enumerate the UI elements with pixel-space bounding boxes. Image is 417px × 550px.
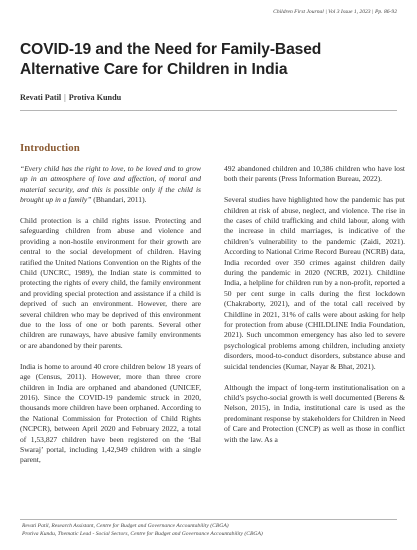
journal-reference: Children First Journal | Vol 3 Issue 1, 2023 | Pp. 86-92 xyxy=(273,9,397,15)
author-separator: | xyxy=(64,93,66,102)
body-paragraph: Child protection is a child rights issue. Protecting and safeguarding children from abuse and violence and providing a non-hostile environment for their growth are central to the social development of children. Having ratified the United Nations Convention on the Rights of the Child (UNCRC, 1989), the Indian state is committed to protecting the rights of every child, the family environment and providing special protection and assistance if a child is deprived of such an environment. However, there are several children who may be deprived of this environment due to the loss of one or both parents. Several other children are runaways, have abusive family environments or are abandoned by their parents. xyxy=(20,216,201,350)
author-footnotes xyxy=(22,522,263,538)
body-paragraph: India is home to around 40 crore children below 18 years of age (Census, 2011). However, more than three crore children in India are orphaned and abandoned (UNICEF, 2016). Since the COVID-19 pandemic struck in 2020, thousands more children have been orphaned. According to the National Commission for Protection of Child Rights (NCPCR), between April 2020 and February 2022, a total of 1,53,827 children have been registered on the ‘Bal Swaraj’ portal, including 1,42,949 children with a single parent, xyxy=(20,361,201,465)
right-column xyxy=(224,164,405,455)
author-line xyxy=(20,93,121,102)
header-divider xyxy=(20,110,397,111)
body-paragraph: 492 abandoned children and 10,386 children who have lost both their parents (Press Information Bureau, 2022). xyxy=(224,164,405,184)
body-paragraph: Although the impact of long-term institutionalisation on a child’s psycho-social growth is well documented (Berens & Nelson, 2015), in India, institutional care is used as the predominant response by stakeholders for Children in Need of Care and Protection (CNCP) as well as those in conflict with the law. As a xyxy=(224,382,405,444)
author-name: Revati Patil xyxy=(20,93,62,102)
footnote-divider xyxy=(20,519,397,520)
epigraph xyxy=(20,164,201,206)
footnote: Protiva Kundu, Thematic Lead - Social Sectors, Centre for Budget and Governance Accountability (CBGA) xyxy=(22,531,263,537)
footnote: Revati Patil, Research Assistant, Centre for Budget and Governance Accountability (CBGA) xyxy=(22,523,229,529)
body-paragraph: Several studies have highlighted how the pandemic has put children at risk of abuse, neglect, and violence. The rise in the cases of child trafficking and child labour, along with the increase in child marriages, is indicative of the children’s vulnerability to the pandemic (Zaidi, 2021). According to National Crime Record Bureau (NCRB) data, India recorded over 350 crimes against children daily during the pandemic in 2020 (NCRB, 2021). Childline India, a helpline for children run by a non-profit, reported a 50 per cent surge in calls during the first lockdown (Chakraborty, 2021), and of the total call received by Childline in 2021, 31% of calls were about asking for help for protection from abuse (CHILDLINE India Foundation, 2021). Such uncommon emergency has also led to severe psychological problems among children, including anxiety disorders, mood-to-conduct disorders, substance abuse and suicidal tendencies (Kumar, Nayar & Bhat, 2021). xyxy=(224,195,405,371)
author-name: Protiva Kundu xyxy=(68,93,122,102)
section-heading: Introduction xyxy=(20,142,80,154)
article-title: COVID-19 and the Need for Family-Based Alternative Care for Children in India xyxy=(20,41,322,78)
left-column xyxy=(20,164,201,476)
epigraph-quote: “Every child has the right to love, to be loved and to grow up in an atmosphere of love and affection, of moral and material security, and this is possible only if the child is brought up in a family” xyxy=(20,164,201,205)
epigraph-citation: (Bhandari, 2011). xyxy=(91,195,147,205)
